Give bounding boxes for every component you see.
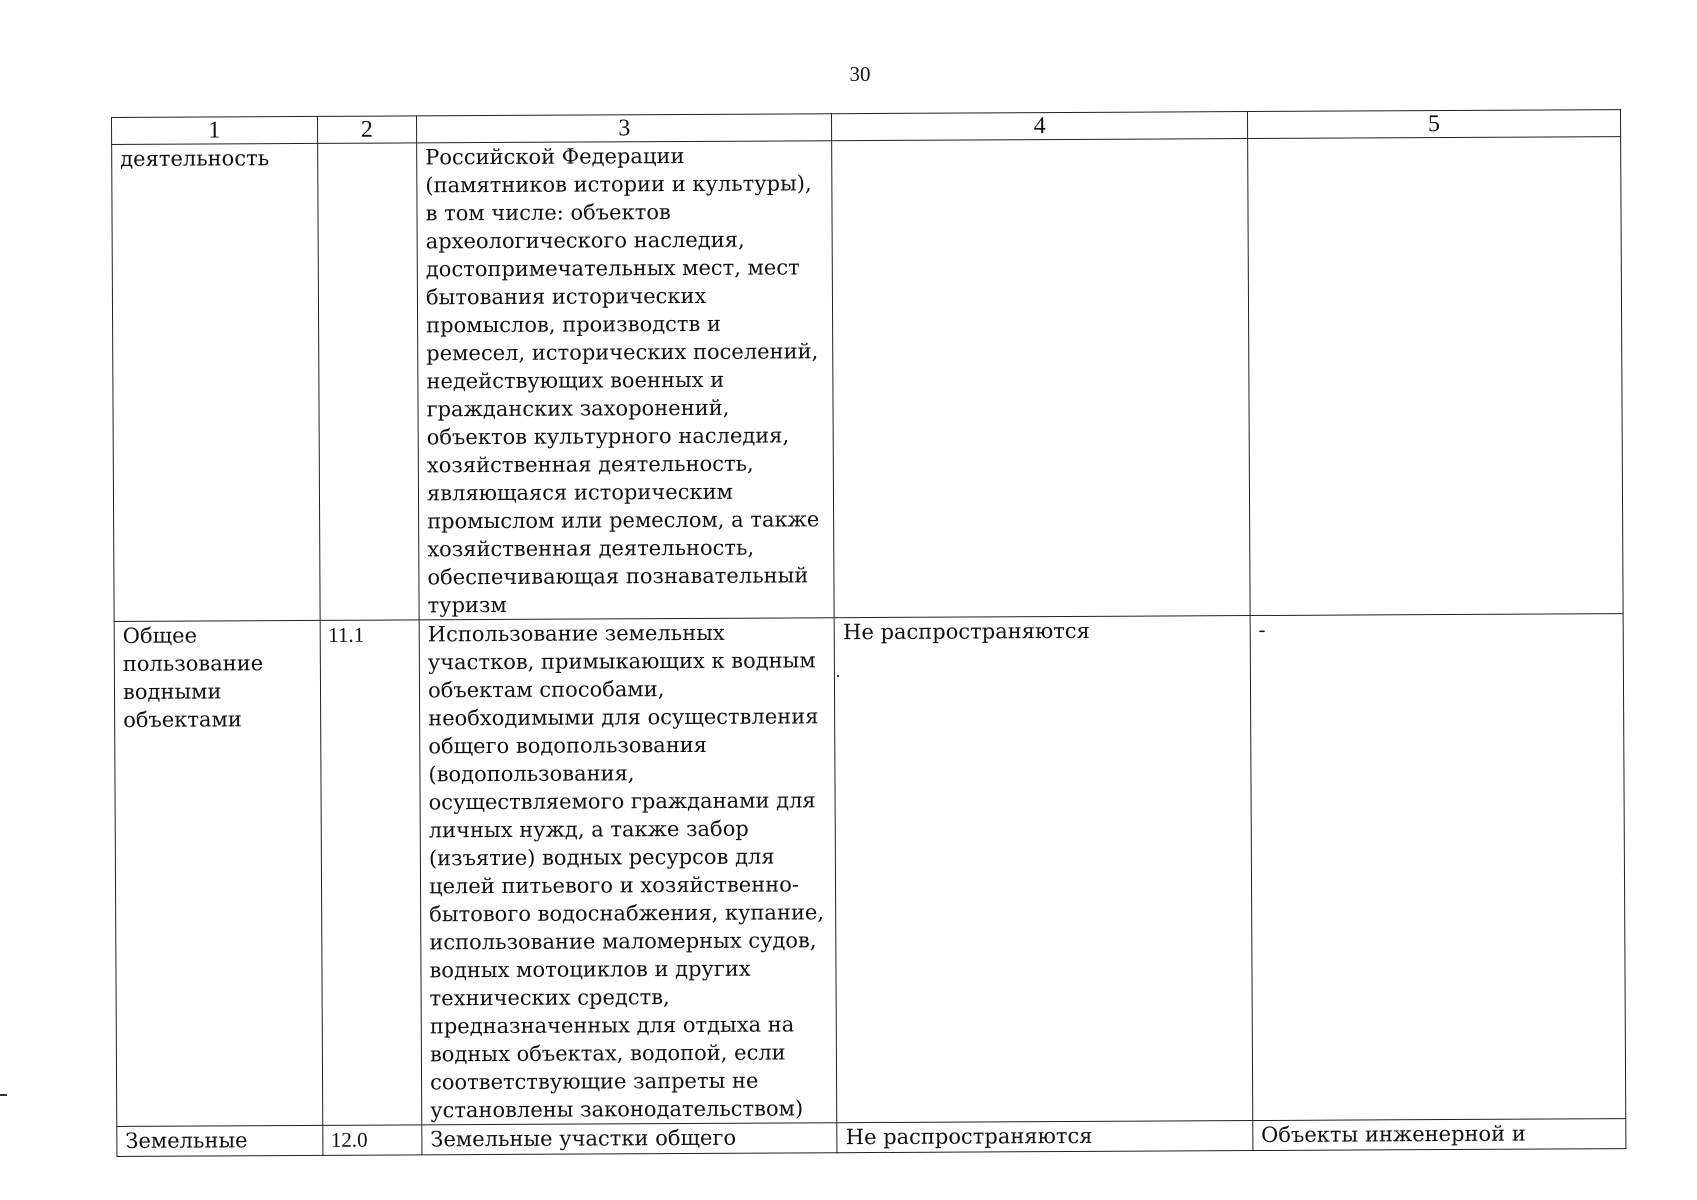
column-header: 5 <box>1247 110 1620 139</box>
restrictions-cell: Не распространяются <box>835 616 1253 1123</box>
land-use-description: Земельные участки общего <box>422 1123 838 1155</box>
notes-cell: - <box>1250 614 1626 1121</box>
notes-cell <box>1247 137 1623 616</box>
page-number: 30 <box>849 62 871 86</box>
table-row <box>114 614 1626 1127</box>
scan-edge-mark <box>0 1094 7 1096</box>
notes-cell: Объекты инженерной и <box>1253 1119 1626 1151</box>
document-table <box>111 109 1626 1157</box>
land-use-description: Использование земельных участков, примыкающих к водным объектам способами, необходимыми для осуществления общего водопользования (водопользования, осуществляемого гражданами для личных нужд, а также забор (изъятие) водных ресурсов для целей питьевого и хозяйственно-бытового водоснабжения, купание, использование маломерных судов, водных мотоциклов и других технических средств, предназначенных для отдыха на водных объектах, водопой, если соответствующие запреты не установлены законодательством) <box>419 618 837 1125</box>
land-use-description: Российской Федерации (памятников истории и культуры), в том числе: объектов археологического наследия, достопримечательных мест, мест бытования исторических промыслов, производств и ремесел, исторических поселений, недействующих военных и гражданских захоронений, объектов культурного наследия, хозяйственная деятельность, являющаяся историческим промыслом или ремеслом, а также хозяйственная деятельность, обеспечивающая познавательный туризм <box>417 141 835 620</box>
land-use-code: 11.1 <box>320 620 422 1126</box>
column-header: 4 <box>832 112 1248 141</box>
land-use-name: Земельные <box>117 1125 323 1156</box>
land-use-code: 12.0 <box>322 1125 422 1156</box>
restrictions-cell <box>832 139 1250 618</box>
table-row <box>112 137 1623 622</box>
column-header: 2 <box>317 116 417 144</box>
column-header: 1 <box>112 116 318 144</box>
land-use-code <box>317 143 419 621</box>
scan-speck <box>837 675 839 677</box>
land-use-name: Общее пользование водными объектами <box>114 620 322 1126</box>
restrictions-cell: Не распространяются <box>837 1121 1253 1153</box>
land-use-name: деятельность <box>112 143 320 621</box>
column-header: 3 <box>417 114 833 143</box>
